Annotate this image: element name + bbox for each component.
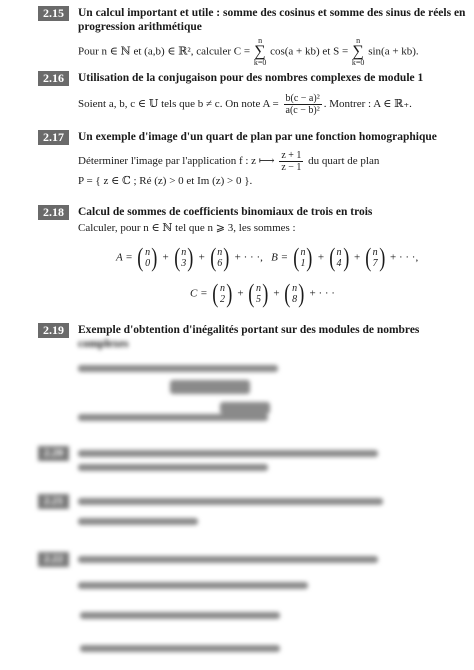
binomial-coefficient: ( n 3 ) — [173, 243, 194, 272]
exercise-number: 2.16 — [38, 71, 69, 86]
binomial-coefficient: ( n 1 ) — [293, 243, 313, 272]
exercise-number: 2.19 — [38, 323, 69, 338]
exercise-number: 2.15 — [38, 6, 69, 21]
fraction: $\frac{z + 1}{z - 1}$ — [281, 150, 302, 173]
binomial-coefficient: ( n 5 ) — [248, 279, 269, 308]
exercise-title: Utilisation de la conjugaison pour des nombres complexes de module 1 — [78, 72, 424, 84]
exercise-title: Un exemple d'image d'un quart de plan par une fonction homographique — [78, 131, 437, 143]
quarter-plane-definition: P = { z ∈ ℂ ; Ré (z) > 0 et Im (z) > 0 }. — [78, 175, 253, 187]
exercise-statement: Déterminer l'image par l'application f : z ⟼ $\frac{z + 1}{z - 1}$ du quart de plan — [78, 150, 380, 173]
binomial-coefficient: ( n 0 ) — [137, 243, 158, 272]
binomial-coefficient: ( n 7 ) — [365, 243, 385, 272]
exercise-2-17 — [38, 130, 458, 192]
binomial-coefficient: ( n 2 ) — [212, 279, 233, 308]
exercise-statement: Pour n ∈ ℕ et (a,b) ∈ ℝ², calculer C = n ∑ k=0 cos(a + kb) et S = n ∑ k=0 sin(a + kb). — [78, 36, 419, 67]
exercise-number: 2.20 — [43, 447, 64, 459]
binomial-coefficient: ( n 4 ) — [329, 243, 349, 272]
binomial-coefficient: ( n 6 ) — [209, 243, 230, 272]
exercise-title: Calcul de sommes de coefficients binomiaux de trois en trois — [78, 206, 373, 218]
exercise-number: 2.21 — [43, 495, 64, 507]
exercise-statement: Calculer, pour n ∈ ℕ tel que n ⩾ 3, les sommes : — [78, 222, 296, 234]
binomial-sums-a-b: A = ( n 0 ) + ( n 3 ) + ( n 6 ) + · · ·, B = ( n 1 ) + ( n 4 ) + ( n 7 ) + · · ·, — [116, 243, 419, 272]
sum-symbol: n ∑ k=0 — [351, 36, 365, 67]
exercise-number: 2.17 — [38, 130, 69, 145]
exercise-title: Un calcul important et utile : somme des cosinus et somme des sinus de réels en progression arithmétique — [78, 7, 466, 33]
exercise-title: Exemple d'obtention d'inégalités portant sur des modules de nombres complexes — [78, 324, 420, 350]
binomial-sum-c: C = ( n 2 ) + ( n 5 ) + ( n 8 ) + · · · — [190, 279, 335, 308]
fraction: $\frac{\text{b(c − a)²}}{\text{a(c − b)²}}$ — [285, 93, 320, 116]
sum-symbol: n ∑ k=0 — [253, 36, 267, 67]
exercise-number: 2.22 — [43, 553, 64, 565]
binomial-coefficient: ( n 8 ) — [284, 279, 305, 308]
exercise-2-19 — [38, 323, 458, 353]
exercise-number: 2.18 — [38, 205, 69, 220]
exercise-2-15 — [38, 6, 466, 67]
exercise-2-16 — [38, 71, 458, 117]
exercise-2-18 — [38, 205, 458, 315]
exercise-statement: Soient a, b, c ∈ 𝕌 tels que b ≠ c. On note A = $\frac{\text{b(c − a)²}}{\text{a(c − b)²}}$ . Montrer : A ∈ ℝ₊. — [78, 93, 412, 116]
